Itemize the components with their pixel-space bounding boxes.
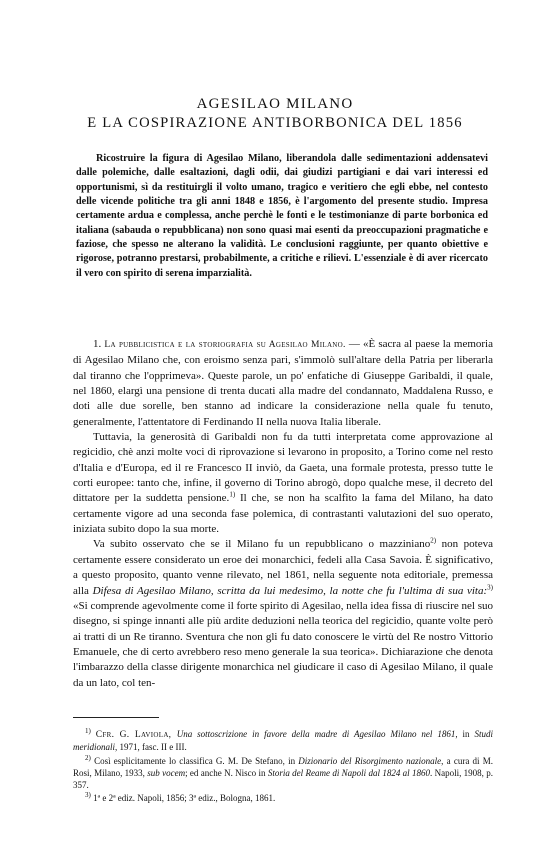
footnote-text: , 1971, fasc. II e III.	[115, 742, 187, 753]
footnote-mark: 2)	[85, 753, 91, 762]
body-text	[73, 337, 493, 691]
section-1-text: — «È sacra al paese la memoria di Agesilao Milano che, con eroismo senza pari, s'immolò sull'altare della Patria per liberarla dal tiranno che l'opprimeva». Queste parole, un po' enfatiche di Giuseppe Garibaldi, il quale, nel 1860, elargì una pensione di trenta ducati alla madre del condannato, Maddalena Russo, e doti alle due sorelle, ben stanno ad indicare la considerazione nella quale fu tenuto, generalmente, l'attentatore di Ferdinando II nella nuova Italia liberale.	[73, 338, 493, 428]
footnote-text: ; ed anche N. Nisco in	[185, 767, 268, 778]
footnote-italic: Storia del Reame di Napoli dal 1824 al 1860	[267, 767, 430, 778]
abstract	[76, 152, 488, 281]
section-heading: La pubblicistica e la storiografia su Agesilao Milano.	[104, 340, 346, 350]
footnote-1	[73, 728, 493, 754]
footnote-italic: Una sottoscrizione in favore della madre di Agesilao Milano nel 1861	[176, 729, 456, 739]
footnote-italic: Studi meridionali	[73, 729, 494, 753]
section-number: 1.	[93, 338, 102, 350]
footnote-text: 1ª e 2ª ediz. Napoli, 1856; 3ª ediz., Bologna, 1861.	[93, 793, 276, 804]
footnotes	[73, 728, 493, 806]
footnote-mark: 3)	[85, 791, 91, 800]
footnote-ref-1[interactable]: 1)	[229, 490, 236, 499]
footnote-italic: Dizionario del Risorgimento nazionale	[298, 755, 442, 766]
paragraph-3	[73, 537, 493, 690]
footnote-italic: sub vocem	[147, 767, 186, 778]
article-subtitle: E LA COSPIRAZIONE ANTIBORBONICA DEL 1856	[87, 115, 463, 131]
footnote-2	[73, 755, 493, 792]
footnote-ref-3[interactable]: 3)	[487, 582, 493, 591]
paragraph-2-text-b: Il che, se non ha scalfito la fama del Milano, ha dato certamente vigore ad una seconda fase polemica, di contrastanti valutazioni del suo operato, iniziata subito dopo la sua morte.	[73, 492, 493, 536]
footnote-mark: 1)	[85, 727, 91, 735]
paragraph-2-text-a: Tuttavia, la generosità di Garibaldi non fu da tutti interpretata come approvazione al regicidio, chè anzi molte voci di riprovazione si levarono in proposito, a Torino come nel resto d'Italia e d'Europa, ed il re Francesco II inviò, da Gaeta, una formale protesta, presso tutte le corti europee: tanto che, infine, il governo di Torino abrogò, dopo qualche mese, il decreto del dittatore per la suddetta pensione.	[73, 431, 493, 505]
footnote-text: , in	[455, 729, 475, 739]
article-title: AGESILAO MILANO	[196, 96, 354, 112]
footnote-text: Cfr. G. Laviola,	[95, 730, 177, 740]
book-title: Difesa di Agesilao Milano, scritta da lui medesimo, la notte che fu l'ultima di sua vita:	[92, 584, 488, 597]
paragraph-3-text-b: non poteva certamente essere considerato un eroe dei monarchici, fedeli alla Casa Savoia. È significativo, a questo proposito, quanto venne rilevato, nel 1861, nella seguente nota editoriale, premessa alla	[73, 538, 493, 597]
footnote-divider	[73, 717, 159, 718]
footnote-3	[73, 792, 493, 804]
footnote-ref-2[interactable]: 2)	[430, 536, 437, 545]
paragraph-3-text-a: Va subito osservato che se il Milano fu un repubblicano o mazziniano	[93, 538, 431, 551]
section-1-paragraph	[73, 337, 493, 430]
paragraph-2	[73, 430, 493, 537]
abstract-text: Ricostruire la figura di Agesilao Milano, liberandola dalle sedimentazioni addensatevi dalle polemiche, dalle esaltazioni, dagli odii, dai giudizi partigiani e dai vari interessi ed opportunismi, sì da restituirgli il volto umano, tragico e veritiero che egli ebbe, nel contesto delle vicende politiche tra gli anni 1848 e 1856, è l'argomento del presente studio. Impresa certamente ardua e complessa, anche perchè le fonti e le testimonianze di parte borbonica ed italiana (sabauda o repubblicana) non sono quasi mai esenti da preoccupazioni pragmatiche e faziose, che spesso ne alterano la validità. Le conclusioni raggiunte, per quanto obiettive e rigorose, potranno prestarsi, probabilmente, a critiche e rilievi. L'essenziale è di aver ricercato il vero con spirito di serena imparzialità.	[76, 153, 488, 279]
footnote-text: . Napoli, 1908, p. 357.	[73, 767, 493, 791]
footnote-text: Così esplicitamente lo classifica G. M. De Stefano, in	[94, 755, 299, 766]
footnote-text: , a cura di M. Rosi, Milano, 1933,	[73, 755, 494, 778]
paragraph-3-text-c: «Si comprende agevolmente come il forte spirito di Agesilao, nella idea fissa di riuscire nel suo disegno, si spinge innanti alle più ardite deduzioni nella teorica del regicidio, quante volte però ai tratti di un Re tiranno. Sventura che non gli fu dato conoscere le virtù del Re nostro Vittorio Emanuele, che di certo avrebbero reso meno generale la sua teorica». Dichiarazione che denota l'imbarazzo della classe dirigente monarchica nel giudicare il caso di Agesilao Milano, il quale da un lato, col ten-	[73, 599, 493, 689]
